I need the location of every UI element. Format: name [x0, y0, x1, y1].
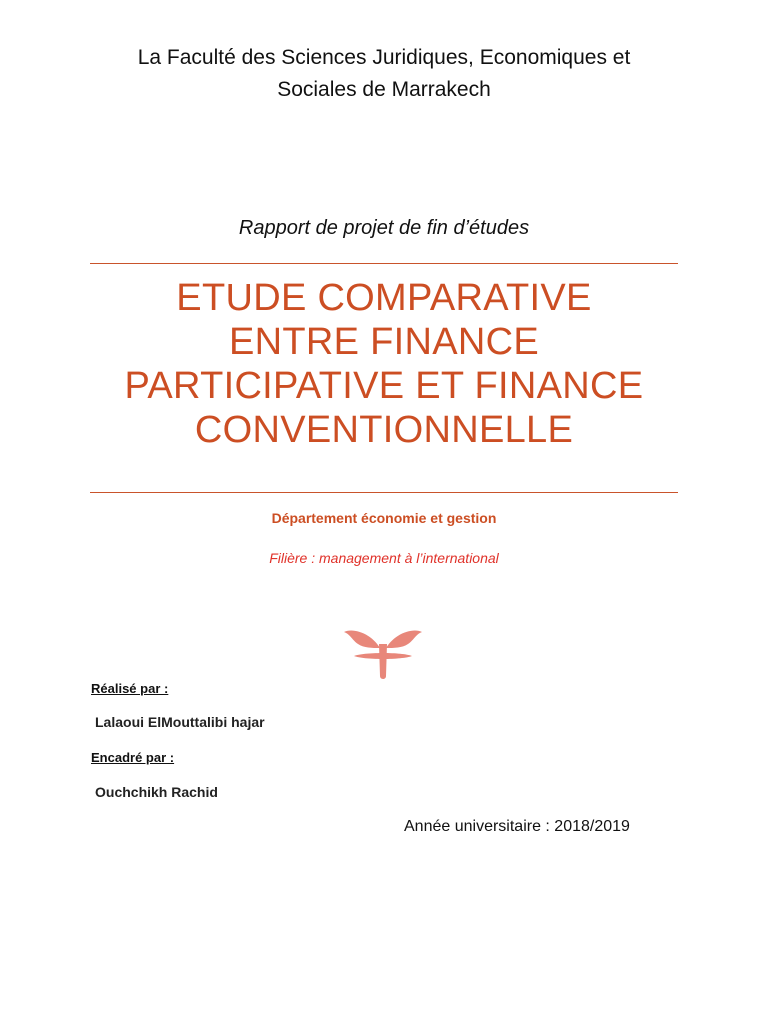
supervisor-label: Encadré par : [91, 750, 175, 765]
department-name: Département économie et gestion [271, 510, 497, 526]
document-title [60, 276, 708, 452]
title-line-4: CONVENTIONNELLE [194, 409, 574, 451]
report-type: Rapport de projet de fin d’études [238, 217, 530, 239]
faculty-name [84, 42, 684, 106]
supervisor-name: Ouchchikh Rachid [95, 784, 218, 800]
title-bottom-rule [90, 492, 678, 493]
academic-year: Année universitaire : 2018/2019 [404, 818, 630, 835]
title-line-1: ETUDE COMPARATIVE [176, 277, 592, 319]
faculty-line-2: Sociales de Marrakech [277, 78, 491, 101]
author-name: Lalaoui ElMouttalibi hajar [95, 714, 265, 730]
title-line-2: ENTRE FINANCE [228, 321, 540, 363]
leaf-emblem-icon [340, 626, 426, 682]
title-top-rule [90, 263, 678, 264]
filiere-name: Filière : management à l’international [269, 550, 499, 566]
title-line-3: PARTICIPATIVE ET FINANCE [124, 365, 644, 407]
author-label: Réalisé par : [91, 681, 169, 696]
faculty-line-1: La Faculté des Sciences Juridiques, Economiques et [137, 46, 631, 69]
